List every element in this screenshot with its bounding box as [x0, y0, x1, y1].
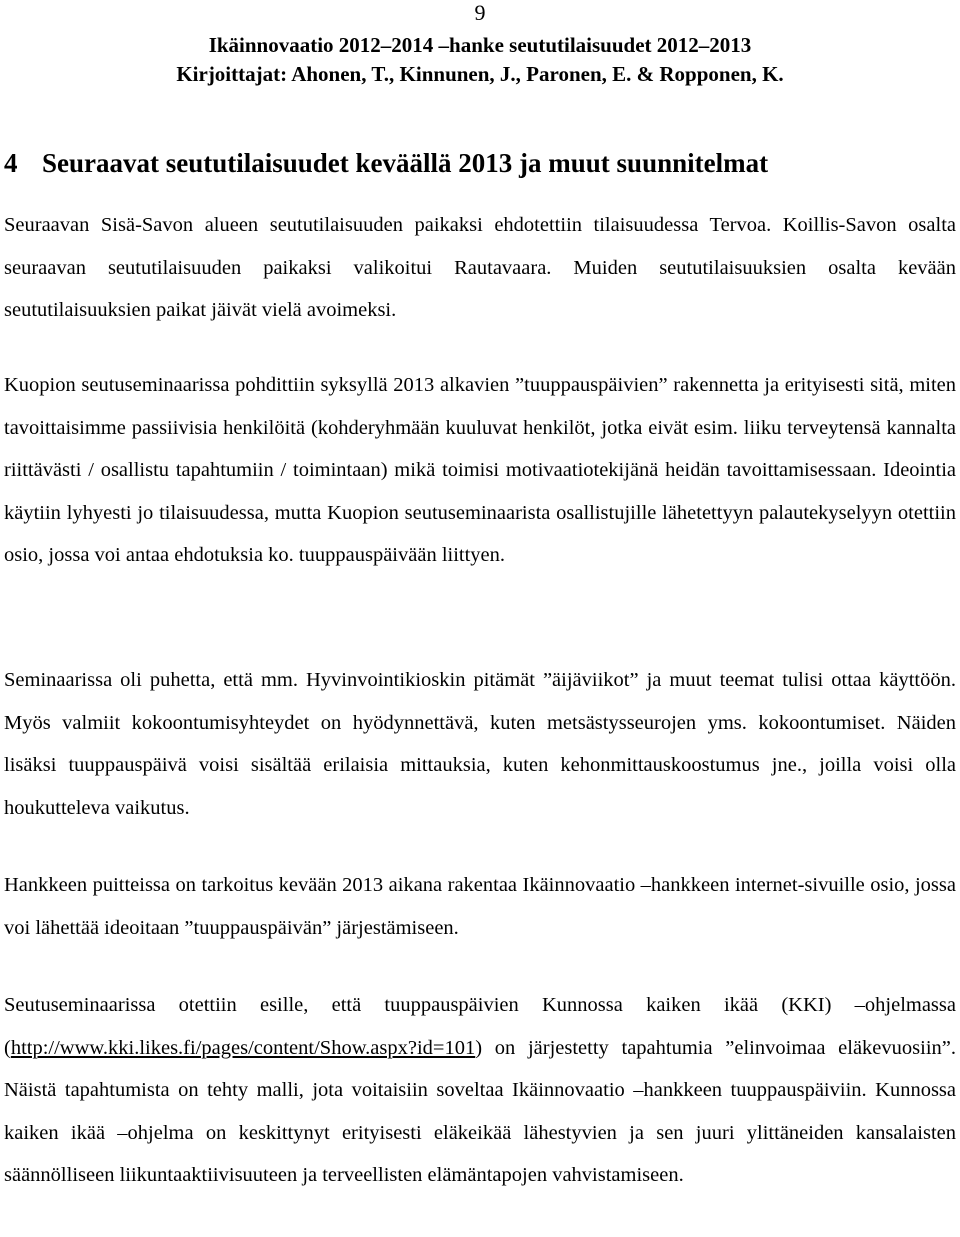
paragraph-seminar-ideas: Seminaarissa oli puhetta, että mm. Hyvinvointikioskin pitämät ”äijäviikot” ja muut teemat tulisi ottaa käyttöön. Myös valmiit kokoontumisyhteydet on hyödynnettävä, kuten metsästysseurojen yms. kokoontumiset. Näiden lisäksi tuuppauspäivä voisi sisältää erilaisia mittauksia, kuten kehonmittauskoostumus jne., joilla voisi olla houkutteleva vaikutus.	[4, 669, 956, 819]
paragraph-next-events: Seuraavan Sisä-Savon alueen seututilaisuuden paikaksi ehdotettiin tilaisuudessa Tervoa. Koillis-Savon osalta seuraavan seututilaisuuden paikaksi valikoitui Rautavaara. Muiden seututilaisuuksien osalta kevään seututilaisuuksien paikat jäivät vielä avoimeksi.	[4, 214, 956, 322]
paragraph-kuopion-seminar: Kuopion seutuseminaarissa pohdittiin syksyllä 2013 alkavien ”tuuppauspäivien” rakennetta ja erityisesti sitä, miten tavoittaisimme passiivisia henkilöitä (kohderyhmään kuuluvat henkilöt, jotka eivät esim. liiku terveytensä kannalta riittävästi / osallistu tapahtumiin / toimintaan) mikä toimisi motivaatiotekijänä heidän tavoittamisessaan. Ideointia käytiin lyhyesti jo tilaisuudessa, mutta Kuopion seutuseminaarista osallistujille lähetettyyn palautekyselyyn otettiin osio, jossa voi antaa ehdotuksia ko. tuuppauspäivään liittyen.	[4, 374, 956, 567]
paragraph-website-plan: Hankkeen puitteissa on tarkoitus kevään 2013 aikana rakentaa Ikäinnovaatio –hankkeen internet-sivuille osio, jossa voi lähettää ideoitaan ”tuuppauspäivän” järjestämiseen.	[4, 874, 956, 939]
section-number: 4	[4, 148, 18, 178]
header-project-title: Ikäinnovaatio 2012–2014 –hanke seututilaisuudet 2012–2013	[208, 33, 752, 57]
paragraph-kki-program	[4, 984, 956, 1197]
page-number: 9	[474, 0, 486, 25]
section-title: Seuraavat seututilaisuudet keväällä 2013 ja muut suunnitelmat	[42, 148, 769, 178]
section-heading	[4, 146, 768, 180]
kki-program-link[interactable]: http://www.kki.likes.fi/pages/content/Show.aspx?id=101	[10, 1036, 476, 1059]
kki-text-after-link: ) on järjestetty tapahtumia ”elinvoimaa eläkevuosiin”. Näistä tapahtumista on tehty malli, jota voitaisiin soveltaa Ikäinnovaatio –hankkeen tuuppauspäiviin. Kunnossa kaiken ikää –ohjelma on keskittynyt erityisesti eläkeikää lähestyvien ja sen juuri ylittäneiden kansalaisten säännölliseen liikuntaaktiivisuuteen ja terveellisten elämäntapojen vahvistamiseen.	[4, 1036, 956, 1187]
running-header	[0, 31, 960, 89]
kki-text-before-link: Seutuseminaarissa otettiin esille, että tuuppauspäivien Kunnossa kaiken ikää (KKI) –ohjelmassa (	[4, 994, 956, 1059]
header-authors: Kirjoittajat: Ahonen, T., Kinnunen, J., Paronen, E. & Ropponen, K.	[176, 62, 784, 86]
